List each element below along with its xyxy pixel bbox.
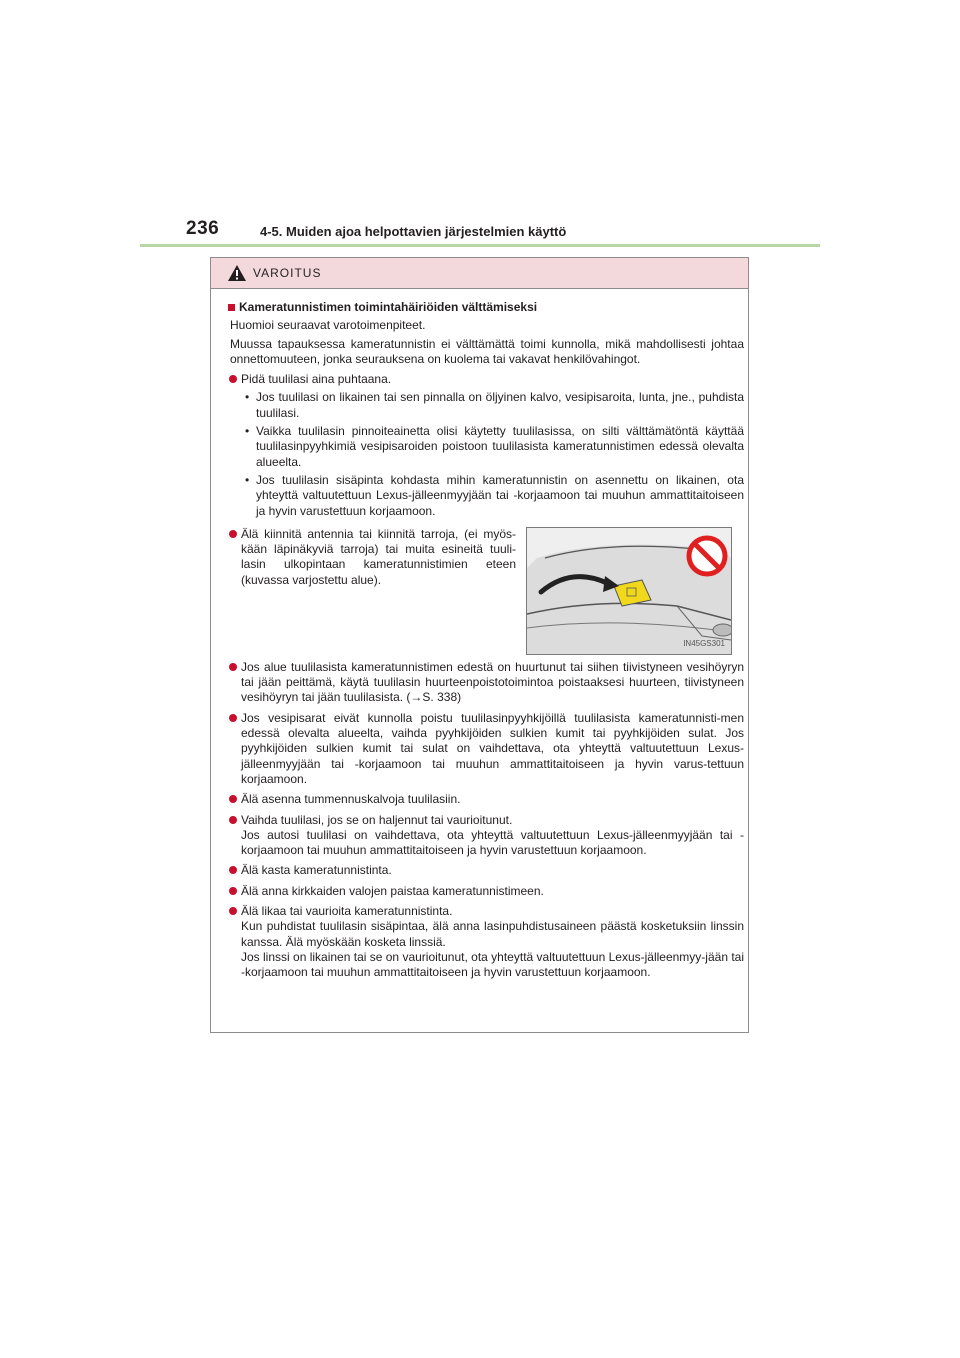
bullet-dot-icon (229, 795, 237, 803)
sub-item-3: • Jos tuulilasin sisäpinta kohdasta mihin kameratunnistin on asennettu on likainen, ota yhteyttä valtuutettuun Lexus-jälleenmyyjään tai -korjaamoon tai muuhun ammattitaitoiseen ja hyvin varustettuun korjaamoon. (245, 472, 744, 518)
section-title: 4-5. Muiden ajoa helpottavien järjestelmien käyttö (260, 224, 567, 239)
bullet-dot-icon (229, 816, 237, 824)
page-number: 236 (186, 218, 220, 239)
bullet-item-8: Älä anna kirkkaiden valojen paistaa kameratunnistimeen. (228, 884, 744, 899)
bullet-dot-icon (229, 375, 237, 383)
bullet-dot-icon (229, 530, 237, 538)
bullet-dot-icon (229, 714, 237, 722)
warning-title: VAROITUS (253, 266, 322, 280)
sub-item-1: • Jos tuulilasi on likainen tai sen pinnalla on öljyinen kalvo, vesipisaroita, lunta, jne., puhdista tuulilasi. (245, 390, 744, 420)
bullet-item-3: Jos alue tuulilasista kameratunnistimen edestä on huurtunut tai siihen tiivistyneen vesihöyryn tai jään peittämä, käytä tuulilasin huurteenpoistotoimintoa poistaaksesi huurteen, tiivistyneen vesihöyryn tai jään tuulilasista. (→S. 338) (228, 660, 744, 706)
bullet-dot-icon (229, 907, 237, 915)
bullet-item-4: Jos vesipisarat eivät kunnolla poistu tuulilasinpyyhkijöillä tuulilasista kameratunnisti-men edessä olevalta alueelta, vaihda pyyhkijöiden sulkien kumit tai pyyhkijöiden sulat. Jos pyyhkijöiden sulkien kumit tai sulat on vaihdettava, ota yhteyttä valtuutettuun Lexus-jälleenmyyjään tai -korjaamoon tai muuhun ammattitaitoiseen ja hyvin varus-tettuun korjaamoon. (228, 711, 744, 787)
bullet-dot-icon (229, 663, 237, 671)
bullet-item-9: Älä likaa tai vaurioita kameratunnistinta. Kun puhdistat tuulilasin sisäpintaa, älä anna lasinpuhdistusaineen päästä kosketuksiin linssin kanssa. Älä myöskään kosketa linssiä. Jos linssi on likainen tai se on vaurioitunut, ota yhteyttä valtuutettuun Lexus-jälleenmyy-jään tai -korjaamoon tai muuhun ammattitaitoiseen ja hyvin varustettuun korjaamoon. (228, 904, 744, 980)
warning-heading: Kameratunnistimen toimintahäiriöiden välttämiseksi (228, 300, 744, 315)
intro-paragraph-2: Muussa tapauksessa kameratunnistin ei välttämättä toimi kunnolla, mikä mahdollisesti johtaa onnettomuuteen, jonka seurauksena on kuolema tai vakavat henkilövahingot. (230, 336, 744, 366)
intro-paragraph: Huomioi seuraavat varotoimenpiteet. (230, 318, 426, 333)
bullet-item-1: Pidä tuulilasi aina puhtaana. (228, 372, 744, 387)
bullet-dot-icon (229, 866, 237, 874)
warning-box (210, 257, 749, 1033)
square-bullet-icon (228, 304, 235, 311)
bullet-item-5: Älä asenna tummennuskalvoja tuulilasiin. (228, 792, 744, 807)
windshield-illustration (526, 527, 732, 655)
header-rule (140, 244, 820, 247)
figure-row (228, 527, 744, 655)
warning-content (228, 300, 744, 981)
bullet-item-2: Älä kiinnitä antennia tai kiinnitä tarroja, (ei myös-kään läpinäkyviä tarroja) tai muita esineitä tuuli-lasin ulkopintaan kameratunnistimien eteen (kuvassa varjostettu alue). (228, 527, 516, 588)
bullet-item-6: Vaihda tuulilasi, jos se on haljennut tai vaurioitunut. Jos autosi tuulilasi on vaihdettava, ota yhteyttä valtuutettuun Lexus-jälleenmyyjään tai -korjaamoon tai muuhun ammattitaitoiseen ja hyvin varustettuun korjaamoon. (228, 813, 744, 859)
bullet-dot-icon (229, 887, 237, 895)
figure-code: IN45GS301 (683, 638, 725, 648)
bullet-item-7: Älä kasta kameratunnistinta. (228, 863, 744, 878)
warning-header (211, 258, 748, 289)
page-reference: →S. 338) (410, 690, 462, 705)
warning-triangle-icon (227, 264, 247, 282)
sub-item-2: • Vaikka tuulilasin pinnoiteainetta olisi käytetty tuulilasissa, on silti välttämätöntä käyttää tuulilasinpyyhkimiä vesipisaroiden poistoon tuulilasista kameratunnistimen edessä olevalta alueelta. (245, 424, 744, 469)
